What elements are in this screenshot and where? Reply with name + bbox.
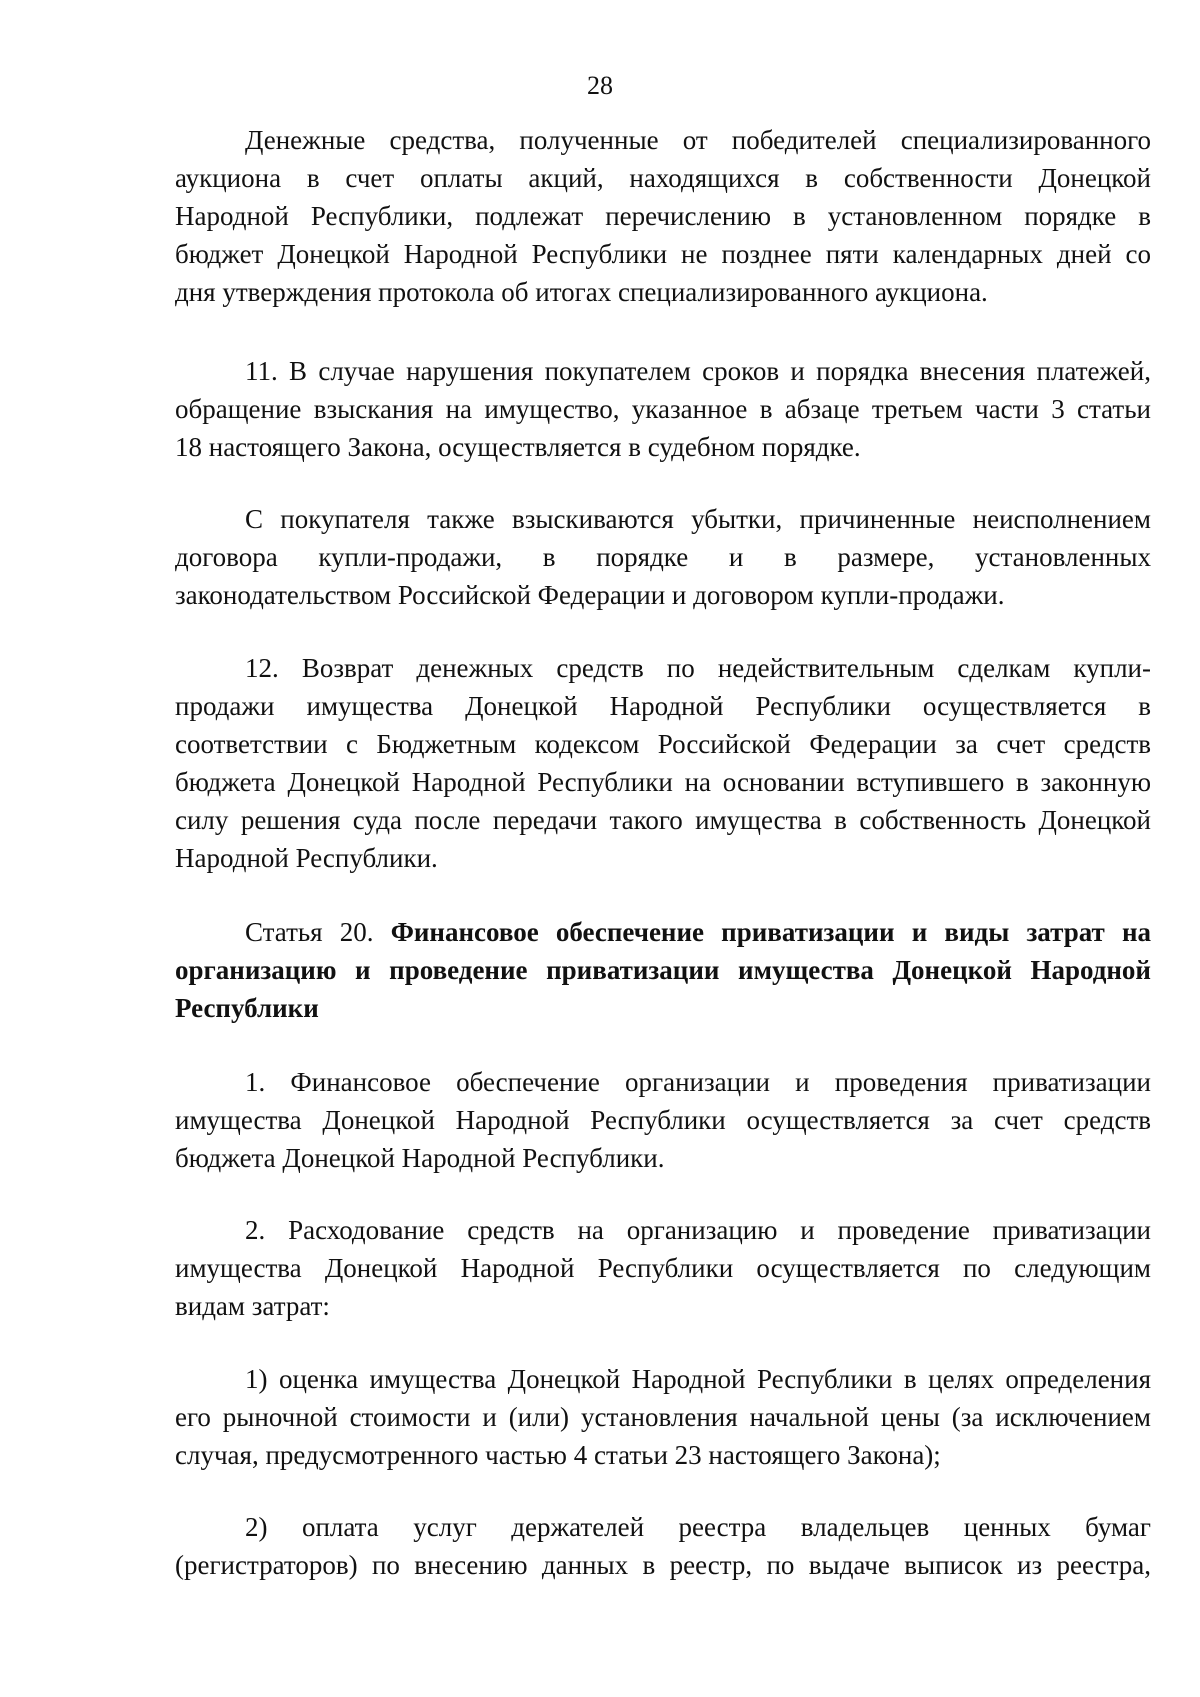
paragraph-funds-transfer xyxy=(175,121,1151,311)
article-number: Статья 20. xyxy=(245,917,391,947)
text-line: 2) оплата услуг держателей реестра владельцев ценных бумаг xyxy=(245,1512,1151,1542)
text-line: 1) оценка имущества Донецкой Народной Республики в целях определения xyxy=(245,1364,1151,1394)
paragraph-expense-2 xyxy=(175,1508,1151,1584)
text-line: 18 настоящего Закона, осуществляется в судебном порядке. xyxy=(175,432,861,462)
text-line: дня утверждения протокола об итогах специализированного аукциона. xyxy=(175,277,988,307)
paragraph-expense-1 xyxy=(175,1360,1151,1474)
text-line: Народной Республики, подлежат перечислению в установленном порядке в xyxy=(175,201,1151,231)
article-heading xyxy=(175,913,1151,1027)
text-line: 11. В случае нарушения покупателем сроков и порядка внесения платежей, xyxy=(245,356,1151,386)
text-line: его рыночной стоимости и (или) установления начальной цены (за исключением xyxy=(175,1402,1151,1432)
article-title: Финансовое обеспечение приватизации и виды затрат на xyxy=(390,917,1151,947)
page-number: 28 xyxy=(587,71,613,100)
paragraph-item-11 xyxy=(175,352,1151,466)
article-heading-line: Республики xyxy=(175,993,319,1023)
text-line: (регистраторов) по внесению данных в реестр, по выдаче выписок из реестра, xyxy=(175,1550,1151,1580)
paragraph-item-12 xyxy=(175,649,1151,877)
text-line: соответствии с Бюджетным кодексом Российской Федерации за счет средств xyxy=(175,729,1151,759)
paragraph-article-20-item-1 xyxy=(175,1063,1151,1177)
text-line: обращение взыскания на имущество, указанное в абзаце третьем части 3 статьи xyxy=(175,394,1151,424)
article-heading-line xyxy=(175,913,1151,951)
text-line: силу решения суда после передачи такого имущества в собственность Донецкой xyxy=(175,805,1151,835)
text-line: продажи имущества Донецкой Народной Республики осуществляется в xyxy=(175,691,1151,721)
text-line: бюджета Донецкой Народной Республики на основании вступившего в законную xyxy=(175,767,1151,797)
text-line: 12. Возврат денежных средств по недействительным сделкам купли- xyxy=(245,653,1151,683)
paragraph-buyer-losses xyxy=(175,500,1151,614)
text-line: 2. Расходование средств на организацию и проведение приватизации xyxy=(245,1215,1151,1245)
text-line: имущества Донецкой Народной Республики осуществляется за счет средств xyxy=(175,1105,1151,1135)
text-line: 1. Финансовое обеспечение организации и проведения приватизации xyxy=(245,1067,1151,1097)
text-line: случая, предусмотренного частью 4 статьи 23 настоящего Закона); xyxy=(175,1440,941,1470)
text-line: договора купли-продажи, в порядке и в размере, установленных xyxy=(175,542,1151,572)
text-line: законодательством Российской Федерации и договором купли-продажи. xyxy=(175,580,1005,610)
text-line: видам затрат: xyxy=(175,1291,330,1321)
paragraph-article-20-item-2 xyxy=(175,1211,1151,1325)
text-line: аукциона в счет оплаты акций, находящихся в собственности Донецкой xyxy=(175,163,1151,193)
text-line: имущества Донецкой Народной Республики осуществляется по следующим xyxy=(175,1253,1151,1283)
text-line: Народной Республики. xyxy=(175,843,438,873)
text-line: Денежные средства, полученные от победителей специализированного xyxy=(245,125,1151,155)
text-line: бюджета Донецкой Народной Республики. xyxy=(175,1143,665,1173)
text-line: бюджет Донецкой Народной Республики не позднее пяти календарных дней со xyxy=(175,239,1151,269)
text-line: С покупателя также взыскиваются убытки, причиненные неисполнением xyxy=(245,504,1151,534)
article-heading-line: организацию и проведение приватизации имущества Донецкой Народной xyxy=(175,955,1151,985)
